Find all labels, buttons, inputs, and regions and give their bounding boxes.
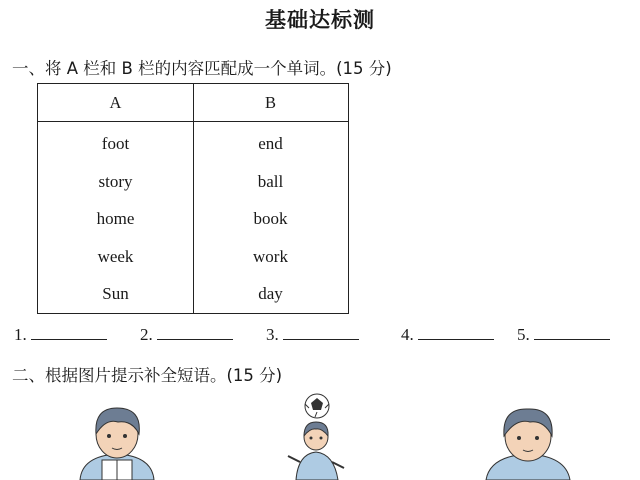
boy-heading-football-illustration — [282, 392, 352, 480]
column-b-word: day — [258, 284, 283, 304]
column-a-word: week — [97, 246, 134, 266]
section-2-heading: 二、根据图片提示补全短语。(15 分) — [12, 366, 283, 385]
column-a-word: Sun — [102, 284, 129, 304]
column-b-word: ball — [257, 171, 284, 191]
column-b-word: end — [258, 134, 283, 153]
boy-portrait-illustration — [478, 404, 578, 480]
blank-number: 1. — [14, 325, 27, 344]
answer-line[interactable] — [31, 323, 107, 340]
boy-reading-illustration — [72, 400, 162, 480]
column-a-word: home — [96, 209, 135, 229]
answer-blank-5[interactable] — [517, 323, 610, 345]
section-1-heading: 一、将 A 栏和 B 栏的内容匹配成一个单词。(15 分) — [12, 59, 392, 78]
answer-blank-4[interactable] — [401, 323, 494, 345]
column-b-header: B — [193, 84, 348, 122]
matching-table — [37, 83, 349, 314]
blank-number: 2. — [140, 325, 153, 344]
column-a-word: foot — [101, 134, 130, 153]
column-a-word: story — [98, 171, 133, 191]
answer-blank-3[interactable] — [266, 323, 359, 345]
blank-number: 3. — [266, 325, 279, 344]
answer-line[interactable] — [157, 323, 233, 340]
blank-number: 5. — [517, 325, 530, 344]
answer-line[interactable] — [534, 323, 610, 340]
column-a-header: A — [38, 84, 193, 122]
answer-line[interactable] — [418, 323, 494, 340]
column-b-word: work — [253, 246, 288, 266]
column-a — [38, 84, 194, 313]
answer-line[interactable] — [283, 323, 359, 340]
column-b — [193, 84, 348, 313]
answer-blanks — [14, 323, 624, 347]
column-b-word: book — [253, 209, 288, 229]
page-title: 基础达标测 — [265, 8, 375, 32]
blank-number: 4. — [401, 325, 414, 344]
answer-blank-2[interactable] — [140, 323, 233, 345]
answer-blank-1[interactable] — [14, 323, 107, 345]
